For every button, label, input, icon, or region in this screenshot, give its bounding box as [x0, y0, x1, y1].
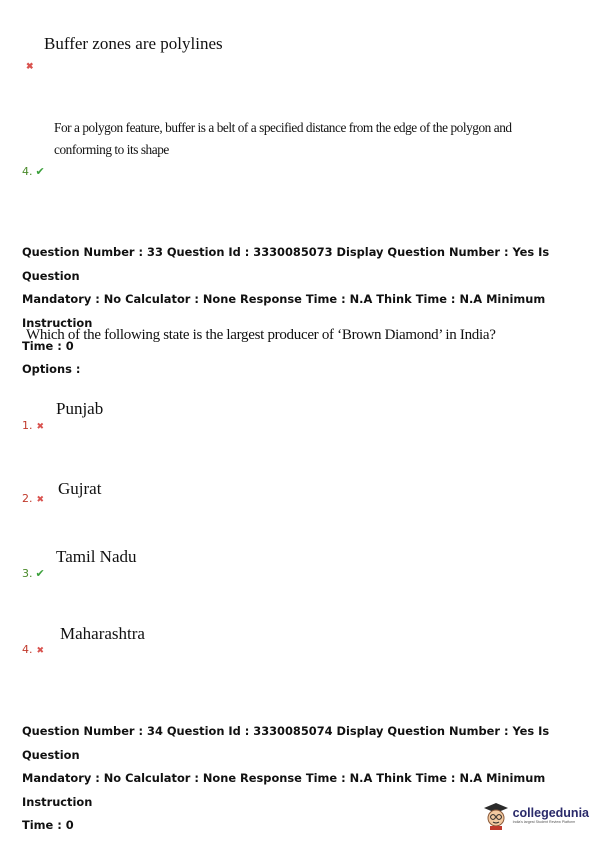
check-icon: ✔: [35, 567, 45, 580]
meta-line: Mandatory : No Calculator : None Response Time : N.A Think Time : N.A Minimum Instruction: [22, 292, 546, 330]
wrong-mark-icon: ✖: [36, 495, 45, 505]
logo-name: collegedunia: [512, 805, 589, 820]
meta-line: Mandatory : No Calculator : None Response Time : N.A Think Time : N.A Minimum Instruction: [22, 771, 546, 809]
meta-line: Question Number : 34 Question Id : 3330085074 Display Question Number : Yes Is Question: [22, 724, 550, 762]
meta-line: Time : 0: [22, 818, 74, 832]
wrong-mark-icon: ✖: [36, 646, 45, 656]
logo-tagline: India's largest Student Review Platform: [512, 820, 576, 825]
meta-line: Question Number : 33 Question Id : 3330085073 Display Question Number : Yes Is Question: [22, 245, 550, 283]
option-number: [22, 567, 45, 580]
option-number-label: 2.: [22, 492, 33, 505]
option-text: Buffer zones are polylines: [44, 34, 223, 53]
graduate-mascot-icon: [483, 802, 509, 830]
check-icon: ✔: [35, 165, 45, 178]
option-text: Gujrat: [58, 479, 102, 498]
option-number: [22, 419, 44, 432]
meta-line: Time : 0: [22, 339, 74, 353]
option-number-label: 4.: [22, 165, 33, 178]
option-number: [22, 165, 45, 178]
option-number-label: 4.: [22, 643, 33, 656]
question-text: Which of the following state is the largest producer of ‘Brown Diamond’ in India?: [26, 327, 496, 343]
option-number-label: 3.: [22, 567, 33, 580]
option-text: Punjab: [56, 399, 104, 418]
options-label: Options :: [22, 362, 81, 376]
option-text-line: conforming to its shape: [54, 142, 169, 157]
collegedunia-logo: [483, 802, 589, 830]
wrong-mark-icon: ✖: [26, 61, 34, 71]
wrong-mark-icon: ✖: [36, 422, 45, 432]
option-text-line: For a polygon feature, buffer is a belt of a specified distance from the edge of the polygon and: [54, 120, 512, 135]
option-number-label: 1.: [22, 419, 33, 432]
option-number: [22, 643, 44, 656]
option-text: [54, 117, 574, 161]
option-text: Tamil Nadu: [56, 547, 137, 566]
option-text: Maharashtra: [60, 624, 145, 643]
option-number: [22, 492, 44, 505]
